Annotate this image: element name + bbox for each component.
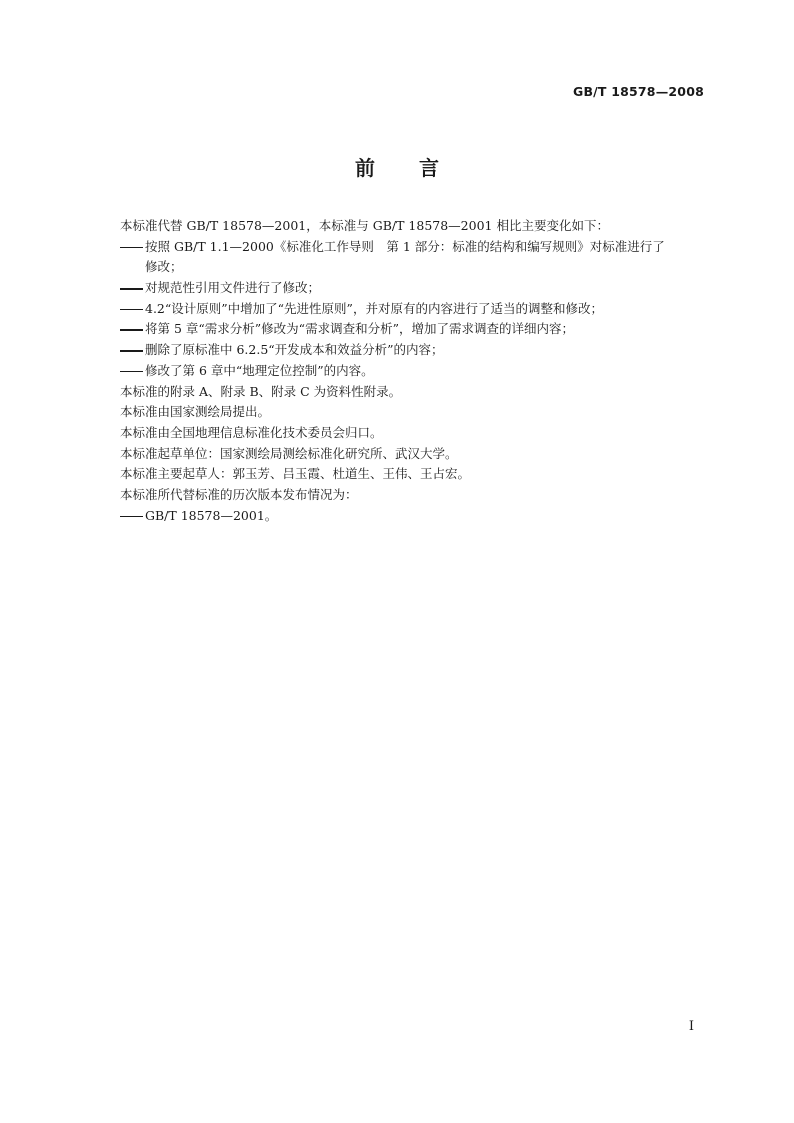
change-item bbox=[120, 237, 705, 258]
em-dash bbox=[120, 516, 143, 518]
change-item bbox=[120, 299, 705, 320]
standard-code: GB/T 18578—2008 bbox=[572, 84, 704, 99]
em-dash bbox=[120, 309, 143, 311]
em-dash bbox=[120, 371, 143, 373]
change-item-text: 4.2“设计原则”中增加了“先进性原则”，并对原有的内容进行了适当的调整和修改； bbox=[145, 300, 603, 316]
change-item bbox=[120, 340, 705, 361]
intro-paragraph: 本标准代替 GB/T 18578—2001，本标准与 GB/T 18578—2001 相比主要变化如下： bbox=[120, 218, 609, 233]
change-item-text: 删除了原标准中 6.2.5“开发成本和效益分析”的内容； bbox=[145, 342, 444, 358]
change-item bbox=[120, 361, 705, 382]
change-item bbox=[120, 278, 705, 299]
change-item-continuation: 修改； bbox=[145, 259, 183, 275]
centralized-by-paragraph: 本标准由全国地理信息标准化技术委员会归口。 bbox=[120, 424, 383, 440]
em-dash bbox=[120, 247, 143, 249]
page-number: I bbox=[688, 1019, 694, 1034]
page-title bbox=[0, 152, 794, 181]
em-dash bbox=[120, 329, 143, 331]
change-item bbox=[120, 319, 705, 340]
drafting-units-paragraph: 本标准起草单位：国家测绘局测绘标准化研究所、武汉大学。 bbox=[120, 445, 458, 461]
em-dash bbox=[120, 288, 143, 290]
title-char-1: 前 bbox=[355, 156, 375, 180]
drafters-paragraph: 本标准主要起草人：郭玉芳、吕玉霞、杜道生、王伟、王占宏。 bbox=[120, 466, 471, 482]
foreword-body bbox=[120, 216, 705, 526]
em-dash bbox=[120, 350, 143, 352]
change-item-text: 将第 5 章“需求分析”修改为“需求调查和分析”，增加了需求调查的详细内容； bbox=[145, 321, 574, 337]
history-intro-paragraph: 本标准所代替标准的历次版本发布情况为： bbox=[120, 486, 358, 502]
history-item-text: GB/T 18578—2001。 bbox=[145, 507, 278, 523]
change-item-text: 按照 GB/T 1.1—2000《标准化工作导则 第 1 部分：标准的结构和编写规则》对标准进行了 bbox=[145, 238, 665, 254]
change-item-text: 对规范性引用文件进行了修改； bbox=[145, 280, 321, 296]
title-char-2: 言 bbox=[419, 156, 439, 180]
proposed-by-paragraph: 本标准由国家测绘局提出。 bbox=[120, 404, 271, 420]
history-item bbox=[120, 506, 705, 527]
change-item-text: 修改了第 6 章中“地理定位控制”的内容。 bbox=[145, 362, 374, 378]
appendix-paragraph: 本标准的附录 A、附录 B、附录 C 为资料性附录。 bbox=[120, 383, 402, 399]
